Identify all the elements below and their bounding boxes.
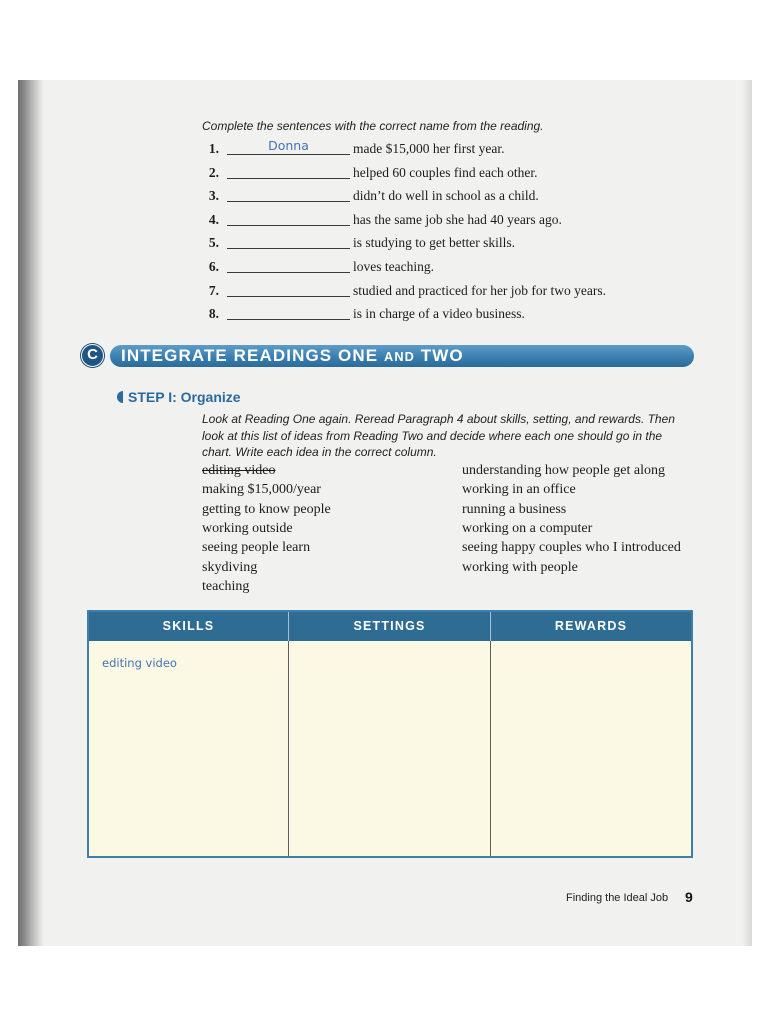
page-number: 9 bbox=[685, 889, 693, 905]
section-letter-badge: C bbox=[81, 344, 104, 367]
handwritten-entry: editing video bbox=[102, 656, 177, 670]
step-instruction bbox=[202, 411, 675, 461]
exercise-item bbox=[202, 255, 682, 279]
idea-item: seeing happy couples who I introduced bbox=[462, 540, 681, 556]
idea-item: seeing people learn bbox=[202, 540, 311, 556]
item-number: 6. bbox=[208, 258, 219, 274]
section-title-bar bbox=[110, 345, 694, 367]
chart-header-row bbox=[89, 612, 691, 641]
item-number: 5. bbox=[208, 235, 219, 251]
answer-blank bbox=[227, 161, 350, 185]
chart-header-settings: SETTINGS bbox=[288, 612, 490, 641]
item-number: 1. bbox=[208, 141, 219, 156]
idea-item: teaching bbox=[202, 578, 250, 594]
exercise-item bbox=[202, 161, 682, 185]
step-heading: STEP I: Organize bbox=[128, 389, 241, 405]
answer-blank bbox=[227, 137, 350, 161]
sentence-text: is in charge of a video business. bbox=[353, 306, 525, 322]
section-title-small-caps: AND bbox=[384, 349, 415, 364]
half-circle-icon bbox=[117, 391, 123, 403]
item-number: 3. bbox=[208, 188, 219, 204]
idea-item: working outside bbox=[202, 520, 293, 536]
idea-item: working with people bbox=[462, 559, 578, 575]
section-title-end: TWO bbox=[414, 346, 464, 365]
sentence-text: has the same job she had 40 years ago. bbox=[353, 211, 562, 227]
sentence-text: made $15,000 her first year. bbox=[353, 141, 505, 156]
answer-blank bbox=[227, 255, 350, 279]
idea-item: working on a computer bbox=[462, 520, 593, 536]
section-title-main: INTEGRATE READINGS ONE bbox=[121, 346, 385, 365]
item-number: 7. bbox=[208, 282, 219, 298]
chart-header-skills: SKILLS bbox=[162, 619, 215, 633]
item-number: 2. bbox=[208, 164, 219, 180]
answer-blank bbox=[227, 208, 350, 232]
sentence-text: helped 60 couples find each other. bbox=[353, 164, 538, 180]
organizer-chart bbox=[87, 610, 693, 858]
step-instruction-line: chart. Write each idea in the correct column. bbox=[202, 445, 437, 459]
chart-cell-rewards bbox=[490, 641, 691, 856]
step-instruction-line: look at this list of ideas from Reading Two and decide where each one should go in the bbox=[202, 428, 663, 443]
step-instruction-line: Look at Reading One again. Reread Paragraph 4 about skills, setting, and rewards. Then bbox=[202, 412, 675, 426]
handwritten-entry bbox=[491, 641, 691, 656]
sentence-text: didn’t do well in school as a child. bbox=[353, 188, 539, 204]
exercise-item bbox=[202, 279, 682, 303]
answer-blank bbox=[227, 184, 350, 208]
section-title bbox=[121, 345, 464, 368]
chart-cell-skills bbox=[89, 641, 288, 856]
sentence-text: loves teaching. bbox=[353, 258, 434, 274]
chart-cell-settings bbox=[288, 641, 490, 856]
idea-item: running a business bbox=[462, 501, 567, 517]
running-footer-title: Finding the Ideal Job bbox=[566, 892, 669, 904]
handwritten-entry bbox=[289, 641, 490, 656]
exercise-item bbox=[202, 137, 682, 161]
idea-item: making $15,000/year bbox=[202, 482, 321, 498]
idea-item: getting to know people bbox=[202, 501, 331, 517]
ideas-list-right bbox=[462, 461, 681, 577]
idea-item: skydiving bbox=[202, 559, 258, 575]
item-number: 4. bbox=[208, 211, 219, 227]
answer-blank bbox=[227, 302, 350, 326]
answer-blank bbox=[227, 231, 350, 255]
sentence-text: is studying to get better skills. bbox=[353, 235, 515, 251]
exercise-item bbox=[202, 302, 682, 326]
exercise-item bbox=[202, 208, 682, 232]
item-number: 8. bbox=[208, 306, 219, 322]
answer-blank bbox=[227, 279, 350, 303]
ideas-list-left bbox=[202, 461, 331, 596]
exercise-item bbox=[202, 231, 682, 255]
chart-body bbox=[89, 641, 691, 856]
exercise-item bbox=[202, 184, 682, 208]
chart-header-rewards: REWARDS bbox=[490, 612, 691, 641]
handwritten-answer: Donna bbox=[268, 138, 309, 153]
exercise-list bbox=[202, 137, 682, 326]
idea-item: understanding how people get along bbox=[462, 463, 665, 478]
exercise-instruction: Complete the sentences with the correct name from the reading. bbox=[202, 119, 544, 133]
sentence-text: studied and practiced for her job for two years. bbox=[353, 282, 607, 298]
idea-item: working in an office bbox=[462, 482, 576, 498]
idea-item: editing video bbox=[202, 463, 276, 478]
